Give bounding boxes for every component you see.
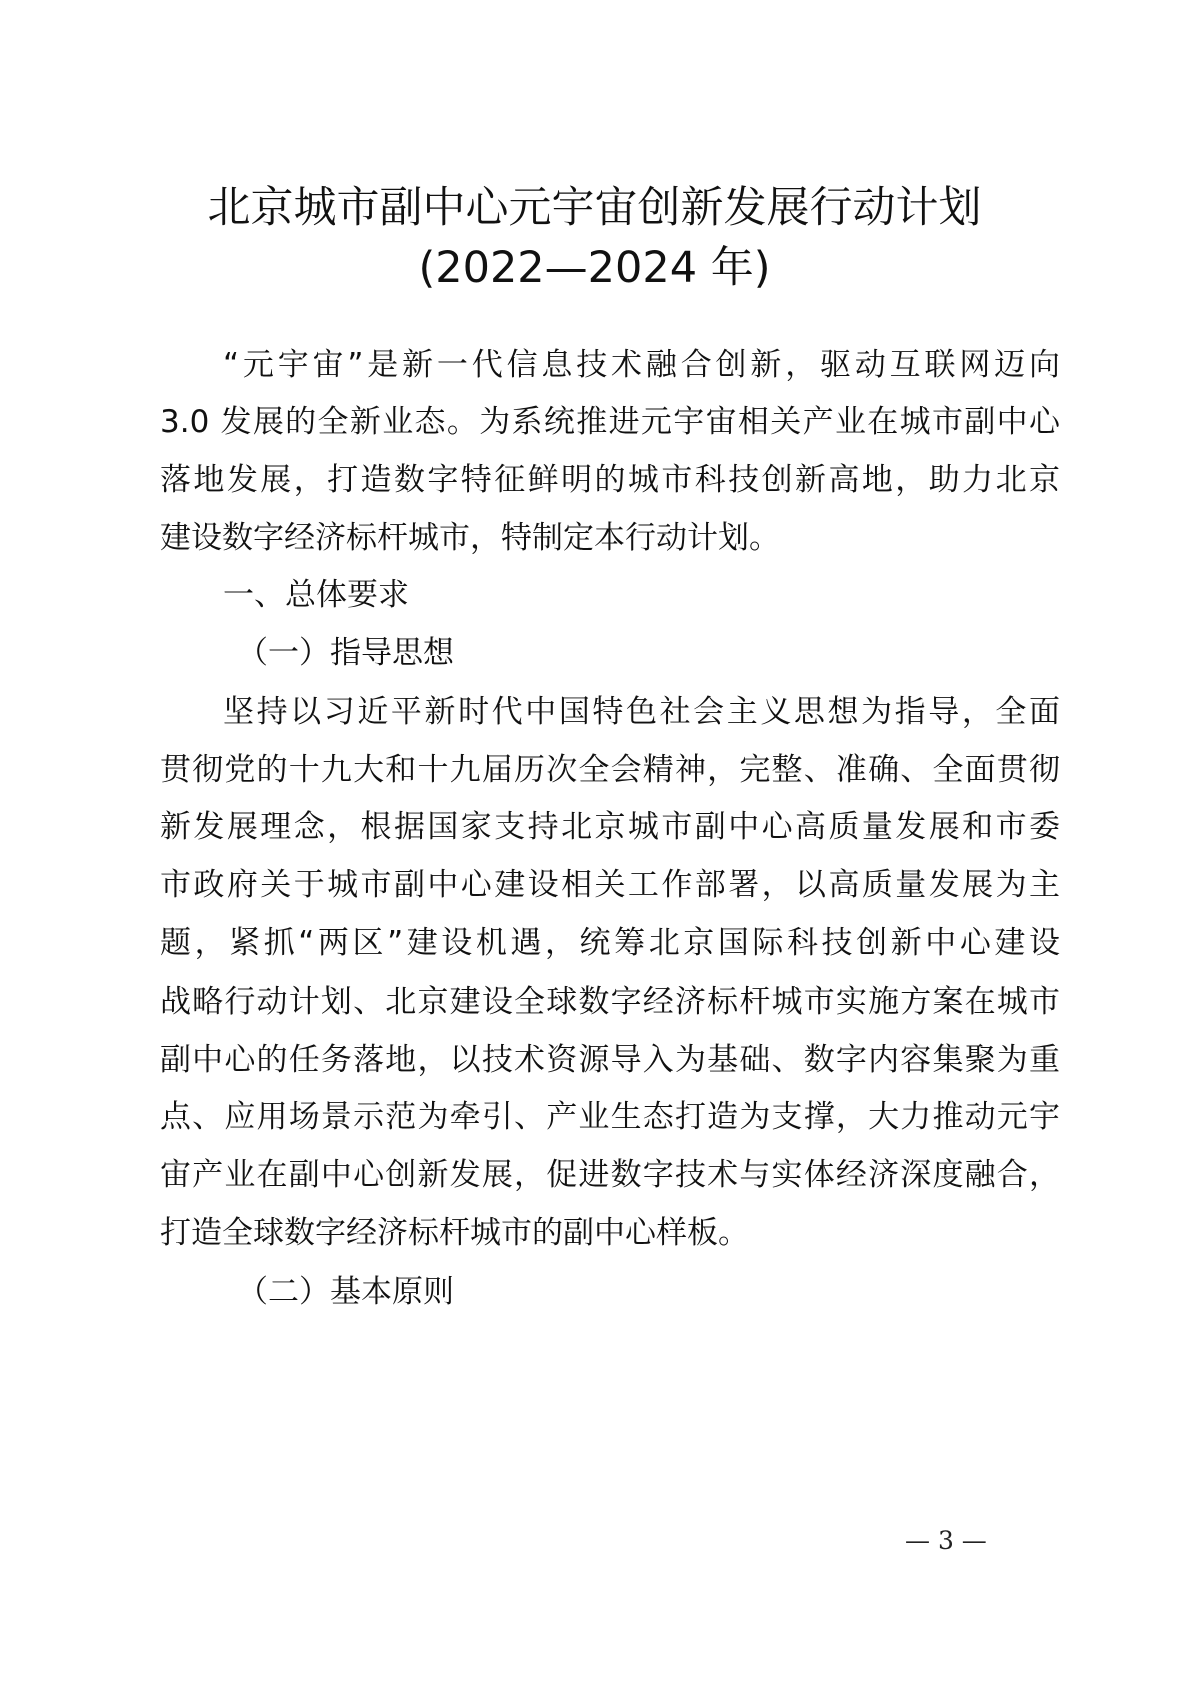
paragraph-line: 市政府关于城市副中心建设相关工作部署，以高质量发展为主 — [160, 867, 1060, 903]
paragraph-line: 3.0 发展的全新业态。为系统推进元宇宙相关产业在城市副中心 — [160, 404, 1060, 440]
paragraph-line: 打造全球数字经济标杆城市的副中心样板。 — [160, 1215, 749, 1251]
paragraph-line: “元宇宙”是新一代信息技术融合创新，驱动互联网迈向 — [223, 347, 1060, 383]
paragraph-line: 建设数字经济标杆城市，特制定本行动计划。 — [160, 520, 780, 556]
paragraph-line: 坚持以习近平新时代中国特色社会主义思想为指导，全面 — [223, 694, 1060, 730]
paragraph-line: 题，紧抓“两区”建设机遇，统筹北京国际科技创新中心建设 — [160, 925, 1060, 961]
paragraph-line: 副中心的任务落地，以技术资源导入为基础、数字内容集聚为重 — [160, 1042, 1060, 1078]
document-title: 北京城市副中心元宇宙创新发展行动计划 — [207, 183, 982, 233]
document-subtitle-years: (2022—2024 年) — [418, 243, 771, 293]
paragraph-line: 宙产业在副中心创新发展，促进数字技术与实体经济深度融合， — [160, 1157, 1060, 1193]
section-heading: 一、总体要求 — [223, 577, 409, 613]
subsection-heading: （二）基本原则 — [237, 1274, 454, 1310]
paragraph-line: 点、应用场景示范为牵引、产业生态打造为支撑，大力推动元宇 — [160, 1099, 1060, 1135]
paragraph-line: 贯彻党的十九大和十九届历次全会精神，完整、准确、全面贯彻 — [160, 752, 1060, 788]
paragraph-line: 战略行动计划、北京建设全球数字经济标杆城市实施方案在城市 — [160, 984, 1060, 1020]
subsection-heading: （一）指导思想 — [237, 635, 454, 671]
paragraph-line: 落地发展，打造数字特征鲜明的城市科技创新高地，助力北京 — [160, 462, 1060, 498]
page-number: — 3 — — [905, 1526, 987, 1555]
paragraph-line: 新发展理念，根据国家支持北京城市副中心高质量发展和市委 — [160, 809, 1060, 845]
